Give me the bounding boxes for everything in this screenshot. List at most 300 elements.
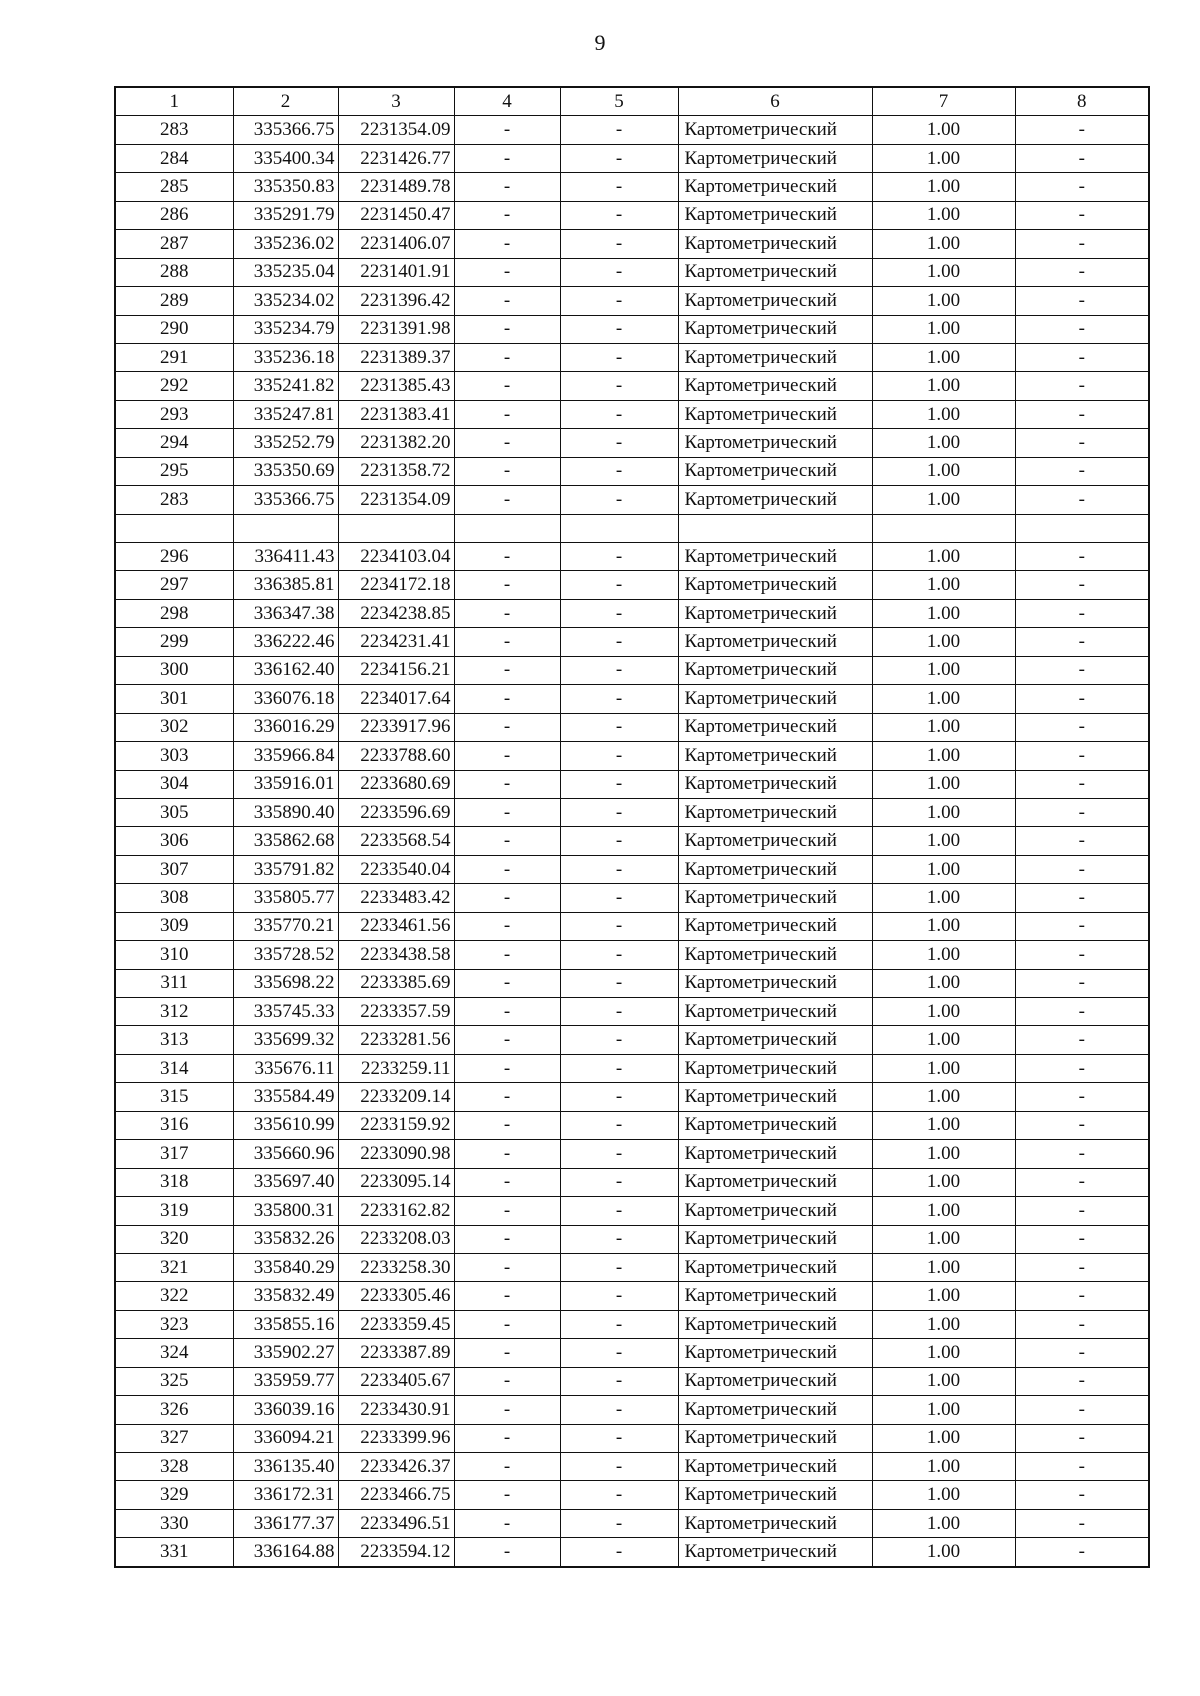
point-number-cell: 312: [115, 998, 233, 1026]
table-row: [115, 343, 1149, 371]
y-coordinate-cell: 2233680.69: [338, 770, 454, 798]
x-coordinate-cell: 335805.77: [233, 884, 338, 912]
method-cell: Картометрический: [678, 258, 872, 286]
column-8-cell: -: [1015, 201, 1149, 229]
point-number-cell: 310: [115, 941, 233, 969]
x-coordinate-cell: 336411.43: [233, 543, 338, 571]
column-5-cell: -: [560, 884, 678, 912]
y-coordinate-cell: 2233594.12: [338, 1538, 454, 1567]
column-4-cell: -: [454, 798, 560, 826]
table-row: [115, 1424, 1149, 1452]
column-8-cell: -: [1015, 173, 1149, 201]
accuracy-cell: 1.00: [872, 884, 1015, 912]
column-5-cell: -: [560, 1168, 678, 1196]
point-number-cell: 329: [115, 1481, 233, 1509]
method-cell: Картометрический: [678, 173, 872, 201]
x-coordinate-cell: 335236.18: [233, 343, 338, 371]
y-coordinate-cell: 2233385.69: [338, 969, 454, 997]
column-4-cell: -: [454, 1197, 560, 1225]
point-number-cell: 326: [115, 1396, 233, 1424]
column-8-cell: -: [1015, 1424, 1149, 1452]
x-coordinate-cell: 336094.21: [233, 1424, 338, 1452]
x-coordinate-cell: 335916.01: [233, 770, 338, 798]
method-cell: Картометрический: [678, 1168, 872, 1196]
x-coordinate-cell: 335966.84: [233, 742, 338, 770]
x-coordinate-cell: 335862.68: [233, 827, 338, 855]
table-row: [115, 827, 1149, 855]
column-8-cell: -: [1015, 628, 1149, 656]
accuracy-cell: 1.00: [872, 1026, 1015, 1054]
point-number-cell: 319: [115, 1197, 233, 1225]
accuracy-cell: [872, 514, 1015, 542]
accuracy-cell: 1.00: [872, 1225, 1015, 1253]
table-row: [115, 1083, 1149, 1111]
y-coordinate-cell: 2231389.37: [338, 343, 454, 371]
column-4-cell: -: [454, 884, 560, 912]
point-number-cell: 313: [115, 1026, 233, 1054]
column-4-cell: -: [454, 941, 560, 969]
x-coordinate-cell: 336385.81: [233, 571, 338, 599]
column-4-cell: -: [454, 599, 560, 627]
x-coordinate-cell: 335697.40: [233, 1168, 338, 1196]
method-cell: Картометрический: [678, 1253, 872, 1281]
y-coordinate-cell: 2233305.46: [338, 1282, 454, 1310]
column-8-cell: -: [1015, 1140, 1149, 1168]
x-coordinate-cell: 335366.75: [233, 486, 338, 514]
accuracy-cell: 1.00: [872, 400, 1015, 428]
accuracy-cell: 1.00: [872, 343, 1015, 371]
column-8-cell: -: [1015, 742, 1149, 770]
column-5-cell: -: [560, 1424, 678, 1452]
column-4-cell: -: [454, 1282, 560, 1310]
accuracy-cell: 1.00: [872, 1538, 1015, 1567]
method-cell: Картометрический: [678, 941, 872, 969]
table-row: [115, 742, 1149, 770]
table-row: [115, 1509, 1149, 1537]
y-coordinate-cell: 2231354.09: [338, 116, 454, 144]
table-row: [115, 1481, 1149, 1509]
column-4-cell: -: [454, 1168, 560, 1196]
table-row: [115, 1225, 1149, 1253]
accuracy-cell: 1.00: [872, 486, 1015, 514]
accuracy-cell: 1.00: [872, 1310, 1015, 1338]
x-coordinate-cell: 335366.75: [233, 116, 338, 144]
method-cell: Картометрический: [678, 1453, 872, 1481]
point-number-cell: 295: [115, 457, 233, 485]
table-row: [115, 514, 1149, 542]
table-row: [115, 798, 1149, 826]
column-8-cell: -: [1015, 599, 1149, 627]
column-4-cell: -: [454, 1367, 560, 1395]
column-5-cell: -: [560, 798, 678, 826]
column-5-cell: -: [560, 571, 678, 599]
method-cell: Картометрический: [678, 912, 872, 940]
column-8-cell: -: [1015, 1083, 1149, 1111]
y-coordinate-cell: 2233357.59: [338, 998, 454, 1026]
column-8-cell: -: [1015, 1339, 1149, 1367]
x-coordinate-cell: 336016.29: [233, 713, 338, 741]
column-5-cell: -: [560, 998, 678, 1026]
column-8-cell: -: [1015, 1225, 1149, 1253]
table-row: [115, 1197, 1149, 1225]
column-5-cell: -: [560, 713, 678, 741]
accuracy-cell: 1.00: [872, 287, 1015, 315]
table-row: [115, 1140, 1149, 1168]
point-number-cell: 305: [115, 798, 233, 826]
method-cell: Картометрический: [678, 998, 872, 1026]
method-cell: Картометрический: [678, 827, 872, 855]
y-coordinate-cell: 2234017.64: [338, 685, 454, 713]
column-header: 3: [338, 87, 454, 116]
column-5-cell: -: [560, 1197, 678, 1225]
column-8-cell: -: [1015, 486, 1149, 514]
column-5-cell: -: [560, 1225, 678, 1253]
x-coordinate-cell: 336164.88: [233, 1538, 338, 1567]
column-8-cell: -: [1015, 713, 1149, 741]
method-cell: Картометрический: [678, 1339, 872, 1367]
x-coordinate-cell: 335840.29: [233, 1253, 338, 1281]
column-8-cell: -: [1015, 457, 1149, 485]
accuracy-cell: 1.00: [872, 144, 1015, 172]
method-cell: Картометрический: [678, 315, 872, 343]
point-number-cell: 331: [115, 1538, 233, 1567]
x-coordinate-cell: 336347.38: [233, 599, 338, 627]
point-number-cell: 300: [115, 656, 233, 684]
column-8-cell: -: [1015, 1054, 1149, 1082]
y-coordinate-cell: 2231401.91: [338, 258, 454, 286]
column-8-cell: [1015, 514, 1149, 542]
column-header: 5: [560, 87, 678, 116]
column-5-cell: -: [560, 258, 678, 286]
y-coordinate-cell: 2231385.43: [338, 372, 454, 400]
column-5-cell: -: [560, 1367, 678, 1395]
column-8-cell: -: [1015, 1367, 1149, 1395]
point-number-cell: 296: [115, 543, 233, 571]
column-5-cell: -: [560, 685, 678, 713]
method-cell: Картометрический: [678, 543, 872, 571]
x-coordinate-cell: 336177.37: [233, 1509, 338, 1537]
column-8-cell: -: [1015, 230, 1149, 258]
y-coordinate-cell: 2233162.82: [338, 1197, 454, 1225]
column-4-cell: -: [454, 1509, 560, 1537]
column-5-cell: -: [560, 486, 678, 514]
point-number-cell: 293: [115, 400, 233, 428]
column-8-cell: -: [1015, 798, 1149, 826]
x-coordinate-cell: 335247.81: [233, 400, 338, 428]
table-row: [115, 969, 1149, 997]
column-4-cell: -: [454, 429, 560, 457]
method-cell: Картометрический: [678, 1197, 872, 1225]
table-row: [115, 1339, 1149, 1367]
method-cell: Картометрический: [678, 1083, 872, 1111]
accuracy-cell: 1.00: [872, 173, 1015, 201]
table-row: [115, 912, 1149, 940]
table-row: [115, 1026, 1149, 1054]
point-number-cell: 291: [115, 343, 233, 371]
table-row: [115, 628, 1149, 656]
accuracy-cell: 1.00: [872, 457, 1015, 485]
column-4-cell: -: [454, 1140, 560, 1168]
x-coordinate-cell: 335959.77: [233, 1367, 338, 1395]
y-coordinate-cell: 2233568.54: [338, 827, 454, 855]
point-number-cell: 292: [115, 372, 233, 400]
column-5-cell: -: [560, 855, 678, 883]
x-coordinate-cell: 335291.79: [233, 201, 338, 229]
column-5-cell: -: [560, 1111, 678, 1139]
method-cell: Картометрический: [678, 1026, 872, 1054]
point-number-cell: 327: [115, 1424, 233, 1452]
accuracy-cell: 1.00: [872, 1111, 1015, 1139]
column-8-cell: -: [1015, 998, 1149, 1026]
point-number-cell: 304: [115, 770, 233, 798]
column-5-cell: -: [560, 1509, 678, 1537]
accuracy-cell: 1.00: [872, 656, 1015, 684]
accuracy-cell: 1.00: [872, 230, 1015, 258]
column-4-cell: -: [454, 1083, 560, 1111]
column-5-cell: -: [560, 656, 678, 684]
column-8-cell: -: [1015, 685, 1149, 713]
column-8-cell: -: [1015, 941, 1149, 969]
column-4-cell: -: [454, 713, 560, 741]
y-coordinate-cell: 2233430.91: [338, 1396, 454, 1424]
y-coordinate-cell: 2233095.14: [338, 1168, 454, 1196]
coordinates-table: [114, 86, 1150, 1568]
y-coordinate-cell: 2233596.69: [338, 798, 454, 826]
column-4-cell: [454, 514, 560, 542]
column-4-cell: -: [454, 144, 560, 172]
point-number-cell: 288: [115, 258, 233, 286]
accuracy-cell: 1.00: [872, 628, 1015, 656]
column-4-cell: -: [454, 1424, 560, 1452]
y-coordinate-cell: 2233209.14: [338, 1083, 454, 1111]
column-5-cell: -: [560, 742, 678, 770]
column-4-cell: -: [454, 1396, 560, 1424]
column-8-cell: -: [1015, 1026, 1149, 1054]
accuracy-cell: 1.00: [872, 116, 1015, 144]
column-5-cell: -: [560, 1083, 678, 1111]
column-8-cell: -: [1015, 372, 1149, 400]
method-cell: Картометрический: [678, 884, 872, 912]
table-row: [115, 372, 1149, 400]
column-4-cell: -: [454, 1538, 560, 1567]
column-5-cell: -: [560, 315, 678, 343]
point-number-cell: 320: [115, 1225, 233, 1253]
column-5-cell: -: [560, 230, 678, 258]
table-row: [115, 315, 1149, 343]
y-coordinate-cell: 2233387.89: [338, 1339, 454, 1367]
column-8-cell: -: [1015, 1168, 1149, 1196]
point-number-cell: 302: [115, 713, 233, 741]
method-cell: Картометрический: [678, 429, 872, 457]
column-4-cell: -: [454, 1310, 560, 1338]
column-4-cell: -: [454, 372, 560, 400]
point-number-cell: 306: [115, 827, 233, 855]
column-4-cell: -: [454, 287, 560, 315]
column-4-cell: -: [454, 1453, 560, 1481]
column-8-cell: -: [1015, 1396, 1149, 1424]
table-row: [115, 486, 1149, 514]
method-cell: Картометрический: [678, 230, 872, 258]
y-coordinate-cell: 2233438.58: [338, 941, 454, 969]
column-8-cell: -: [1015, 343, 1149, 371]
method-cell: Картометрический: [678, 1481, 872, 1509]
method-cell: Картометрический: [678, 1225, 872, 1253]
column-5-cell: -: [560, 770, 678, 798]
method-cell: Картометрический: [678, 770, 872, 798]
y-coordinate-cell: 2233399.96: [338, 1424, 454, 1452]
accuracy-cell: 1.00: [872, 1453, 1015, 1481]
column-5-cell: -: [560, 400, 678, 428]
table-row: [115, 230, 1149, 258]
x-coordinate-cell: 335791.82: [233, 855, 338, 883]
point-number-cell: 283: [115, 116, 233, 144]
accuracy-cell: 1.00: [872, 258, 1015, 286]
column-4-cell: -: [454, 315, 560, 343]
point-number-cell: 309: [115, 912, 233, 940]
method-cell: Картометрический: [678, 656, 872, 684]
accuracy-cell: 1.00: [872, 571, 1015, 599]
column-8-cell: -: [1015, 1111, 1149, 1139]
column-8-cell: -: [1015, 571, 1149, 599]
column-5-cell: -: [560, 969, 678, 997]
column-4-cell: -: [454, 201, 560, 229]
column-8-cell: -: [1015, 315, 1149, 343]
column-4-cell: -: [454, 571, 560, 599]
point-number-cell: 284: [115, 144, 233, 172]
column-4-cell: -: [454, 543, 560, 571]
column-8-cell: -: [1015, 884, 1149, 912]
column-5-cell: -: [560, 1453, 678, 1481]
column-8-cell: -: [1015, 1282, 1149, 1310]
y-coordinate-cell: 2234156.21: [338, 656, 454, 684]
table-row: [115, 1282, 1149, 1310]
accuracy-cell: 1.00: [872, 1367, 1015, 1395]
column-header: 6: [678, 87, 872, 116]
column-4-cell: -: [454, 400, 560, 428]
table-row: [115, 201, 1149, 229]
y-coordinate-cell: 2233359.45: [338, 1310, 454, 1338]
method-cell: [678, 514, 872, 542]
table-row: [115, 884, 1149, 912]
column-5-cell: -: [560, 827, 678, 855]
column-8-cell: -: [1015, 912, 1149, 940]
point-number-cell: 323: [115, 1310, 233, 1338]
column-4-cell: -: [454, 1054, 560, 1082]
accuracy-cell: 1.00: [872, 372, 1015, 400]
point-number-cell: 321: [115, 1253, 233, 1281]
column-5-cell: -: [560, 1396, 678, 1424]
point-number-cell: 308: [115, 884, 233, 912]
accuracy-cell: 1.00: [872, 742, 1015, 770]
method-cell: Картометрический: [678, 599, 872, 627]
y-coordinate-cell: 2231382.20: [338, 429, 454, 457]
x-coordinate-cell: 335699.32: [233, 1026, 338, 1054]
column-5-cell: -: [560, 173, 678, 201]
column-4-cell: -: [454, 628, 560, 656]
y-coordinate-cell: 2233208.03: [338, 1225, 454, 1253]
point-number-cell: 316: [115, 1111, 233, 1139]
point-number-cell: 303: [115, 742, 233, 770]
x-coordinate-cell: 336172.31: [233, 1481, 338, 1509]
y-coordinate-cell: 2234231.41: [338, 628, 454, 656]
point-number-cell: 325: [115, 1367, 233, 1395]
table-row: [115, 1054, 1149, 1082]
point-number-cell: 287: [115, 230, 233, 258]
column-8-cell: -: [1015, 258, 1149, 286]
method-cell: Картометрический: [678, 571, 872, 599]
point-number-cell: 322: [115, 1282, 233, 1310]
x-coordinate-cell: 335610.99: [233, 1111, 338, 1139]
accuracy-cell: 1.00: [872, 941, 1015, 969]
column-5-cell: -: [560, 1054, 678, 1082]
method-cell: Картометрический: [678, 798, 872, 826]
point-number-cell: 311: [115, 969, 233, 997]
x-coordinate-cell: 335400.34: [233, 144, 338, 172]
column-5-cell: -: [560, 628, 678, 656]
column-4-cell: -: [454, 827, 560, 855]
column-4-cell: -: [454, 1339, 560, 1367]
y-coordinate-cell: 2231358.72: [338, 457, 454, 485]
column-8-cell: -: [1015, 429, 1149, 457]
column-5-cell: -: [560, 1026, 678, 1054]
x-coordinate-cell: 335832.26: [233, 1225, 338, 1253]
x-coordinate-cell: 335855.16: [233, 1310, 338, 1338]
table-row: [115, 1367, 1149, 1395]
y-coordinate-cell: 2231426.77: [338, 144, 454, 172]
column-header: 1: [115, 87, 233, 116]
y-coordinate-cell: 2234103.04: [338, 543, 454, 571]
x-coordinate-cell: 335235.04: [233, 258, 338, 286]
column-4-cell: -: [454, 1026, 560, 1054]
table-row: [115, 1253, 1149, 1281]
table-row: [115, 1168, 1149, 1196]
column-8-cell: -: [1015, 1197, 1149, 1225]
column-4-cell: -: [454, 486, 560, 514]
method-cell: Картометрический: [678, 201, 872, 229]
method-cell: Картометрический: [678, 1367, 872, 1395]
point-number-cell: 299: [115, 628, 233, 656]
y-coordinate-cell: 2234172.18: [338, 571, 454, 599]
column-5-cell: -: [560, 287, 678, 315]
method-cell: Картометрический: [678, 1396, 872, 1424]
column-8-cell: -: [1015, 1453, 1149, 1481]
method-cell: Картометрический: [678, 713, 872, 741]
method-cell: Картометрический: [678, 457, 872, 485]
x-coordinate-cell: 336162.40: [233, 656, 338, 684]
x-coordinate-cell: 335770.21: [233, 912, 338, 940]
point-number-cell: 314: [115, 1054, 233, 1082]
column-4-cell: -: [454, 258, 560, 286]
column-5-cell: -: [560, 201, 678, 229]
column-8-cell: -: [1015, 1310, 1149, 1338]
y-coordinate-cell: 2231396.42: [338, 287, 454, 315]
y-coordinate-cell: 2231406.07: [338, 230, 454, 258]
x-coordinate-cell: 335676.11: [233, 1054, 338, 1082]
column-5-cell: -: [560, 912, 678, 940]
table-row: [115, 998, 1149, 1026]
column-4-cell: -: [454, 116, 560, 144]
accuracy-cell: 1.00: [872, 1253, 1015, 1281]
table-row: [115, 713, 1149, 741]
method-cell: Картометрический: [678, 400, 872, 428]
column-header: 2: [233, 87, 338, 116]
column-4-cell: -: [454, 998, 560, 1026]
x-coordinate-cell: 335890.40: [233, 798, 338, 826]
x-coordinate-cell: 336135.40: [233, 1453, 338, 1481]
x-coordinate-cell: 335350.83: [233, 173, 338, 201]
y-coordinate-cell: 2233496.51: [338, 1509, 454, 1537]
column-4-cell: -: [454, 855, 560, 883]
